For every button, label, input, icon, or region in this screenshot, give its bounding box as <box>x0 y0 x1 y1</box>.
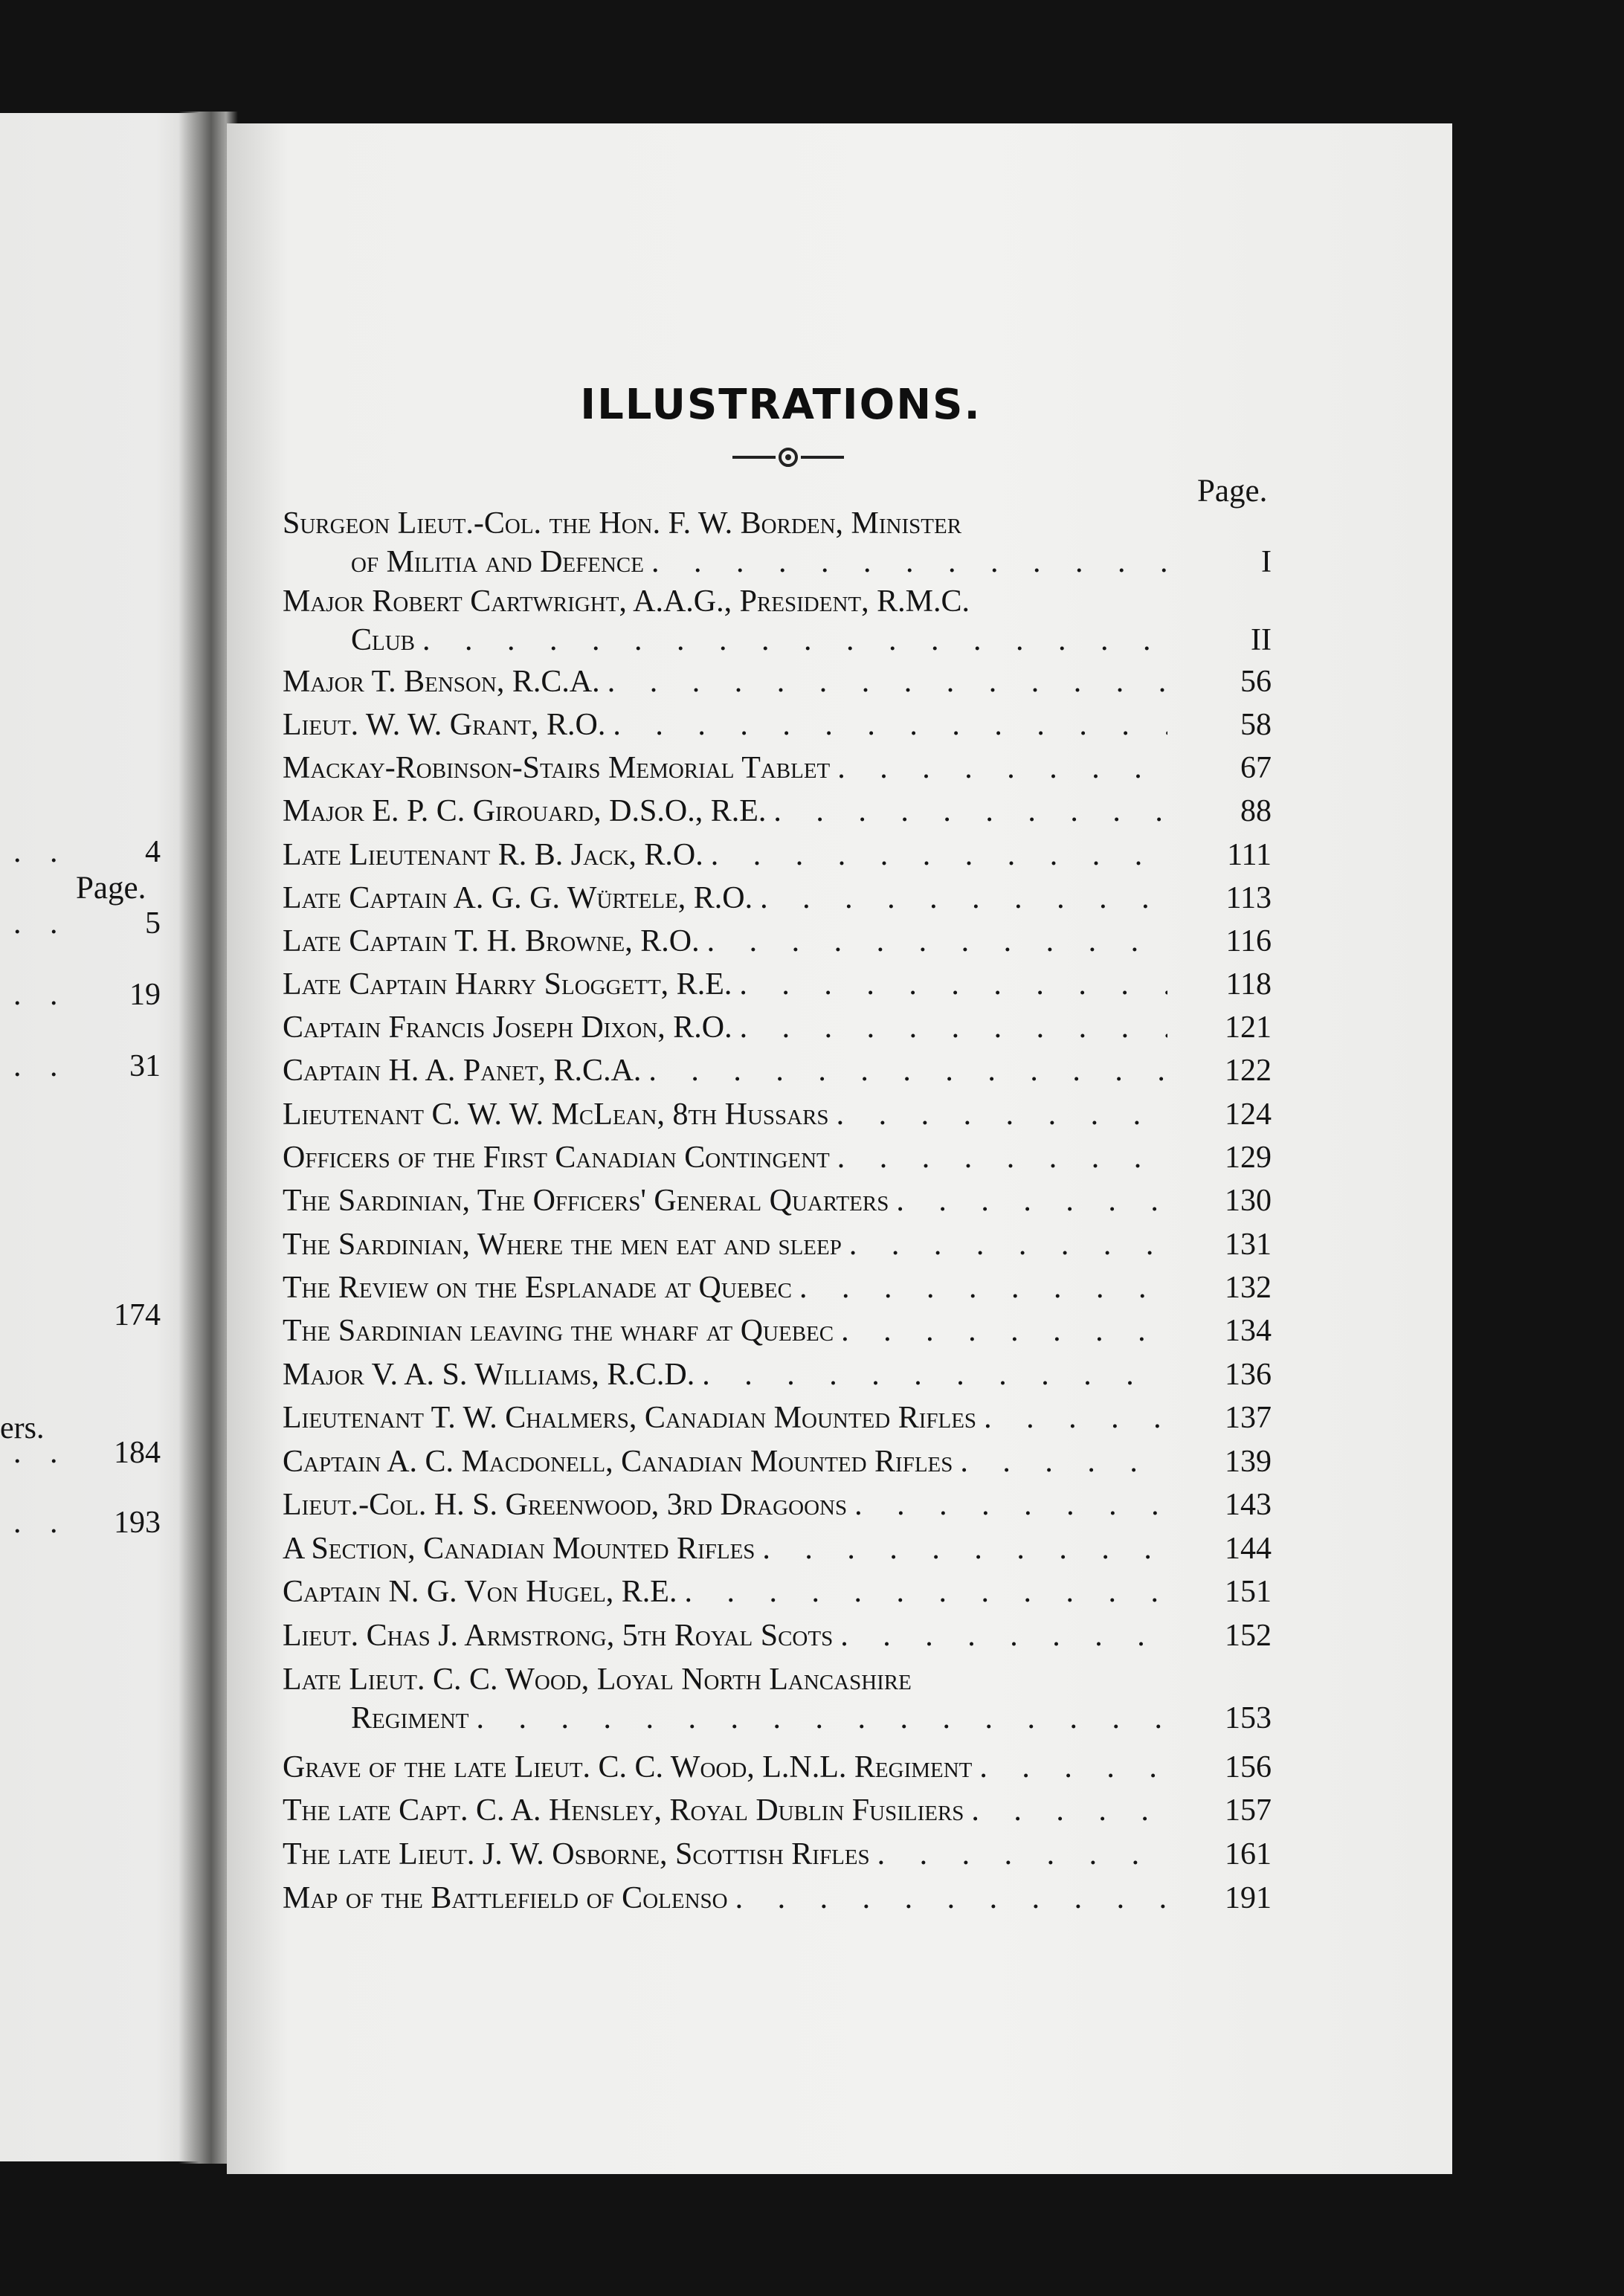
illustration-entry-text: Mackay-Robinson-Stairs Memorial Tablet <box>283 751 831 785</box>
illustration-page-number: 136 <box>1225 1358 1272 1392</box>
left-page-number: 193 <box>114 1506 161 1540</box>
illustration-entry <box>283 880 1167 916</box>
leader-dots <box>702 1357 1167 1393</box>
illustration-entry-text: Major V. A. S. Williams, R.C.D. <box>283 1358 695 1392</box>
illustration-entry-continuation <box>351 544 1167 580</box>
illustration-page-number: 118 <box>1225 967 1272 1002</box>
illustration-entry-text: Major E. P. C. Girouard, D.S.O., R.E. <box>283 794 767 828</box>
illustration-page-number: 143 <box>1225 1488 1272 1522</box>
illustration-entry <box>283 1400 1167 1436</box>
illustration-page-number: 131 <box>1225 1228 1272 1262</box>
illustration-page-number: 88 <box>1240 794 1272 828</box>
leader-dots <box>762 1531 1167 1567</box>
illustration-entry <box>283 1618 1167 1654</box>
leader-dots <box>711 837 1167 873</box>
illustration-entry <box>283 837 1167 873</box>
illustration-entry <box>283 1140 1167 1176</box>
left-page-leader-dots: . . <box>13 978 68 1012</box>
illustration-entry <box>283 1357 1167 1393</box>
illustration-entry <box>283 1487 1167 1523</box>
illustration-entry-text: The Sardinian, Where the men eat and sleep <box>283 1228 842 1262</box>
leader-dots <box>979 1750 1167 1785</box>
illustration-entry <box>283 967 1167 1002</box>
illustration-page-number: 191 <box>1225 1881 1272 1915</box>
page-column-header: Page. <box>1197 474 1268 509</box>
illustration-entry-text: Grave of the late Lieut. C. C. Wood, L.N.L. Regiment <box>283 1750 973 1784</box>
illustration-page-number: 156 <box>1225 1750 1272 1784</box>
illustration-entry: Major Robert Cartwright, A.A.G., President, R.M.C. <box>283 584 970 619</box>
illustration-entry <box>283 1750 1167 1785</box>
left-page-leader-dots: . . <box>13 1049 68 1083</box>
illustration-page-number: I <box>1261 545 1272 579</box>
illustration-entry-text: Lieutenant C. W. W. McLean, 8th Hussars <box>283 1097 829 1132</box>
left-page-leader-dots: . . <box>13 906 68 941</box>
illustration-entry-text: of Militia and Defence <box>351 545 644 579</box>
leader-dots <box>837 1140 1167 1176</box>
leader-dots <box>877 1837 1167 1872</box>
leader-dots <box>684 1574 1167 1610</box>
illustration-page-number: 161 <box>1225 1837 1272 1871</box>
illustration-entry <box>283 1097 1167 1132</box>
illustration-page-number: 113 <box>1225 881 1272 915</box>
illustration-entry <box>283 1183 1167 1219</box>
illustration-page-number: 134 <box>1225 1314 1272 1348</box>
leader-dots <box>773 793 1167 829</box>
illustration-entry: Late Lieut. C. C. Wood, Loyal North Lancashire <box>283 1663 912 1697</box>
illustration-entry <box>283 707 1167 743</box>
leader-dots <box>960 1444 1167 1480</box>
illustration-page-number: 111 <box>1227 838 1272 872</box>
illustration-entry-text: The late Capt. C. A. Hensley, Royal Dublin Fusiliers <box>283 1793 964 1828</box>
illustration-entry <box>283 1793 1167 1828</box>
illustration-page-number: 56 <box>1240 665 1272 699</box>
left-page-number: 5 <box>145 906 161 941</box>
illustration-entry-text: Club <box>351 623 416 657</box>
illustration-entry-text: Late Captain A. G. G. Würtele, R.O. <box>283 881 753 915</box>
leader-dots <box>613 707 1167 743</box>
ornament-divider <box>732 446 844 468</box>
illustration-entry-text: Major T. Benson, R.C.A. <box>283 665 600 699</box>
illustration-entry-text: Late Captain T. H. Browne, R.O. <box>283 924 700 958</box>
illustration-entry-text: Lieut. W. W. Grant, R.O. <box>283 708 606 742</box>
illustration-entry-text: Late Captain Harry Sloggett, R.E. <box>283 967 732 1002</box>
illustration-entry-text: Lieutenant T. W. Chalmers, Canadian Mounted Rifles <box>283 1401 977 1435</box>
illustration-entry-text: Regiment <box>351 1701 469 1735</box>
illustration-entry-continuation <box>351 1700 1167 1736</box>
illustration-entry: Surgeon Lieut.-Col. the Hon. F. W. Borden, Minister <box>283 506 962 541</box>
illustration-entry-text: The Sardinian, The Officers' General Quarters <box>283 1184 889 1218</box>
illustration-entry <box>283 1444 1167 1480</box>
leader-dots <box>760 880 1167 916</box>
leader-dots <box>849 1227 1167 1263</box>
leader-dots <box>608 664 1167 700</box>
illustration-entry <box>283 1010 1167 1045</box>
leader-dots <box>971 1793 1167 1828</box>
illustration-page-number: 116 <box>1225 924 1272 958</box>
leader-dots <box>837 750 1167 786</box>
illustration-entry <box>283 1227 1167 1263</box>
illustration-entry <box>283 664 1167 700</box>
leader-dots <box>740 1010 1167 1045</box>
leader-dots <box>651 544 1167 580</box>
leader-dots <box>984 1400 1167 1436</box>
left-page-number: 184 <box>114 1436 161 1470</box>
illustration-entry-text: Captain N. G. Von Hugel, R.E. <box>283 1575 677 1609</box>
illustration-page-number: 151 <box>1225 1575 1272 1609</box>
illustration-page-number: 157 <box>1225 1793 1272 1828</box>
leader-dots <box>735 1880 1167 1916</box>
illustration-page-number: 122 <box>1225 1054 1272 1088</box>
left-page-leader-dots: . . <box>13 835 68 869</box>
left-page-leader-dots: . . <box>13 1436 68 1470</box>
illustration-entry-text: Lieut. Chas J. Armstrong, 5th Royal Scots <box>283 1619 834 1653</box>
page-title: ILLUSTRATIONS. <box>580 381 982 429</box>
illustration-page-number: 139 <box>1225 1445 1272 1479</box>
illustration-entry-text: Officers of the First Canadian Contingent <box>283 1141 830 1175</box>
illustration-entry-text: Captain H. A. Panet, R.C.A. <box>283 1054 642 1088</box>
left-page-number: 174 <box>114 1298 161 1332</box>
illustration-page-number: 67 <box>1240 751 1272 785</box>
left-page-number: 19 <box>129 978 161 1012</box>
illustration-entry-continuation <box>351 622 1167 658</box>
leader-dots <box>841 1313 1167 1349</box>
left-page-number: 31 <box>129 1049 161 1083</box>
illustration-page-number: 137 <box>1225 1401 1272 1435</box>
leader-dots <box>854 1487 1167 1523</box>
leader-dots <box>707 923 1167 959</box>
illustration-page-number: 153 <box>1225 1701 1272 1735</box>
leader-dots <box>896 1183 1167 1219</box>
illustration-entry <box>283 1837 1167 1872</box>
illustration-entry <box>283 1574 1167 1610</box>
leader-dots <box>739 967 1167 1002</box>
illustration-entry <box>283 793 1167 829</box>
leader-dots <box>648 1053 1167 1089</box>
illustration-entry-text: Captain A. C. Macdonell, Canadian Mounted Rifles <box>283 1445 953 1479</box>
illustration-entry-text: The late Lieut. J. W. Osborne, Scottish Rifles <box>283 1837 870 1871</box>
leader-dots <box>799 1270 1167 1306</box>
illustration-entry-text: Lieut.-Col. H. S. Greenwood, 3rd Dragoons <box>283 1488 848 1522</box>
leader-dots <box>422 622 1167 658</box>
illustration-entry-text: A Section, Canadian Mounted Rifles <box>283 1532 755 1566</box>
illustration-page-number: 129 <box>1225 1141 1272 1175</box>
leader-dots <box>840 1618 1167 1654</box>
illustration-entry-text: The Sardinian leaving the wharf at Quebec <box>283 1314 834 1348</box>
illustration-entry-text: Captain Francis Joseph Dixon, R.O. <box>283 1010 732 1045</box>
leader-dots <box>477 1700 1168 1736</box>
illustration-page-number: 130 <box>1225 1184 1272 1218</box>
illustration-entry <box>283 1270 1167 1306</box>
leader-dots <box>837 1097 1167 1132</box>
illustration-entry-text: Map of the Battlefield of Colenso <box>283 1881 728 1915</box>
illustration-page-number: II <box>1251 623 1272 657</box>
illustration-page-number: 124 <box>1225 1097 1272 1132</box>
illustration-page-number: 152 <box>1225 1619 1272 1653</box>
left-page-fragment: ers. <box>0 1411 45 1445</box>
left-page-leader-dots: . . <box>13 1506 68 1540</box>
illustration-entry <box>283 750 1167 786</box>
illustration-entry <box>283 1053 1167 1089</box>
left-page-number: 4 <box>145 835 161 869</box>
illustration-page-number: 121 <box>1225 1010 1272 1045</box>
illustration-entry-text: Late Lieutenant R. B. Jack, R.O. <box>283 838 703 872</box>
illustration-page-number: 58 <box>1240 708 1272 742</box>
illustration-entry <box>283 1531 1167 1567</box>
illustration-entry <box>283 923 1167 959</box>
illustration-entry <box>283 1313 1167 1349</box>
left-page-header: Page. <box>76 871 146 906</box>
illustration-page-number: 144 <box>1225 1532 1272 1566</box>
illustration-page-number: 132 <box>1225 1271 1272 1305</box>
illustration-entry <box>283 1880 1167 1916</box>
illustration-entry-text: The Review on the Esplanade at Quebec <box>283 1271 792 1305</box>
